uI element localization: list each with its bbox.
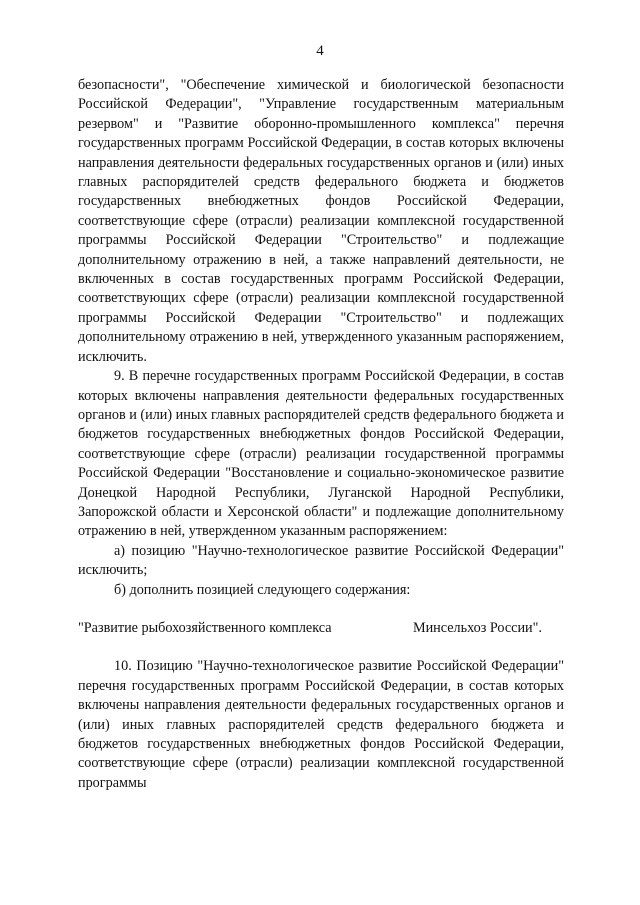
- new-entry-ministry: Минсельхоз России".: [412, 619, 542, 636]
- new-entry-row: [78, 619, 564, 638]
- paragraph-item-9: 9. В перечне государственных программ Российской Федерации, в состав которых включены направления деятельности федеральных государственных органов и (или) иных главных распорядителей средств федерального бюджета и бюджетов государственных внебюджетных фондов Российской Федерации, соответствующие сфере (отрасли) реализации государственной программы Российской Федерации "Восстановление и социально-экономическое развитие Донецкой Народной Республики, Луганской Народной Республики, Запорожской области и Херсонской области" и подлежащие дополнительному отражению в ней, утвержденном указанным распоряжением:: [78, 368, 564, 540]
- document-body: [78, 76, 564, 793]
- paragraph-item-10: 10. Позицию "Научно-технологическое развитие Российской Федерации" перечня государственных программ Российской Федерации, в состав которых включены направления деятельности федеральных государственных органов и (или) иных главных распорядителей средств федерального бюджета и бюджетов государственных внебюджетных фондов Российской Федерации, соответствующие сфере (отрасли) реализации комплексной государственной программы: [78, 658, 564, 791]
- page-number: 4: [316, 43, 324, 59]
- paragraph-item-9-a: а) позицию "Научно-технологическое развитие Российской Федерации" исключить;: [78, 542, 564, 579]
- paragraph-continuation: безопасности", "Обеспечение химической и биологической безопасности Российской Федерации", "Управление государственным материальным резервом" и "Развитие оборонно-промышленного комплекса" перечня государственных программ Российской Федерации, в состав которых включены направления деятельности федеральных государственных органов и (или) иных главных распорядителей средств федерального бюджета и бюджетов государственных внебюджетных фондов Российской Федерации, соответствующие сфере (отрасли) реализации комплексной государственной программы Российской Федерации "Строительство" и подлежащие дополнительному отражению в ней, а также направлений деятельности, не включенных в состав государственных программ Российской Федерации, соответствующих сфере (отрасли) реализации комплексной государственной программы Российской Федерации "Строительство" и подлежащих дополнительному отражению в ней, утвержденного указанным распоряжением, исключить.: [78, 77, 564, 365]
- paragraph-item-9-b: б) дополнить позицией следующего содержания:: [114, 581, 411, 598]
- new-entry-program: "Развитие рыбохозяйственного комплекса: [78, 619, 332, 636]
